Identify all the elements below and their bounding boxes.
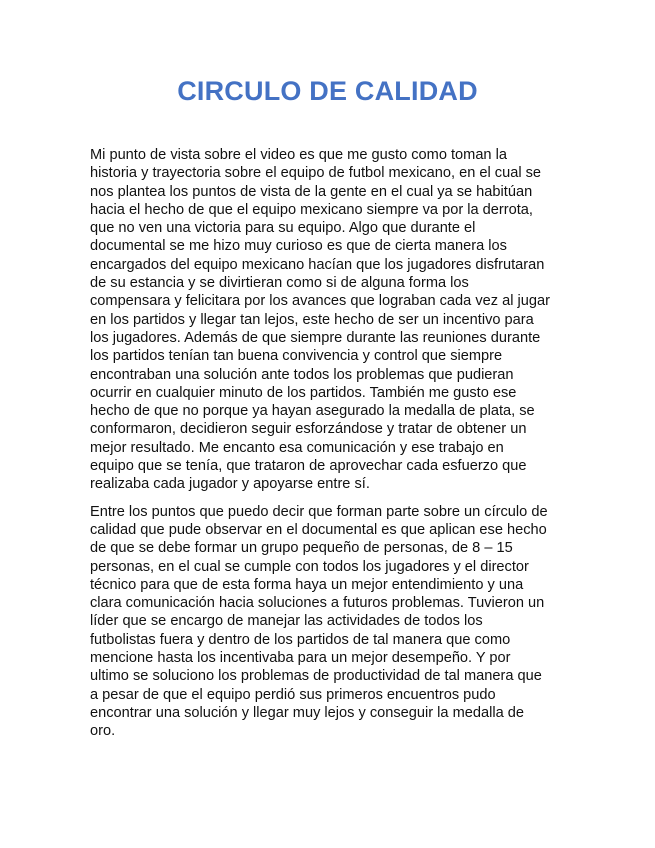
text-line: que no ven una victoria para su equipo. Algo que durante el: [90, 220, 476, 237]
text-line: personas, en el cual se cumple con todos los jugadores y el director: [90, 558, 529, 575]
text-line: líder que se encargo de manejar las actividades de todos los: [90, 613, 483, 630]
text-line: encargados del equipo mexicano hacían que los jugadores disfrutaran: [90, 256, 545, 273]
text-line: ultimo se soluciono los problemas de productividad de tal manera que: [90, 668, 542, 685]
text-line: técnico para que de esta forma haya un mejor entendimiento y una: [90, 576, 524, 593]
text-line: mencione hasta los incentivaba para un mejor desempeño. Y por: [90, 650, 511, 667]
text-line: a pesar de que el equipo perdió sus primeros encuentros pudo: [90, 686, 496, 703]
text-line: los jugadores. Además de que siempre durante las reuniones durante: [90, 329, 541, 346]
text-line: clara comunicación hacia soluciones a futuros problemas. Tuvieron un: [90, 595, 545, 612]
text-line: Entre los puntos que puedo decir que forman parte sobre un círculo de: [90, 503, 548, 520]
text-line: Mi punto de vista sobre el video es que me gusto como toman la: [90, 147, 507, 163]
document-body: [90, 146, 570, 750]
text-line: equipo que se tenía, que trataron de aprovechar cada esfuerzo que: [90, 458, 527, 475]
text-line: los partidos tenían tan buena convivencia y control que siempre: [90, 348, 503, 365]
text-line: mejor resultado. Me encanto esa comunicación y ese trabajo en: [90, 439, 504, 456]
text-line: ocurrir en cualquier minuto de los partidos. También me gusto ese: [90, 384, 517, 401]
text-line: realizaba cada jugador y apoyarse entre sí.: [90, 476, 370, 493]
text-line: en los partidos y llegar tan lejos, este hecho de ser un incentivo para: [90, 311, 534, 328]
text-line: conformaron, decidieron seguir esforzándose y tratar de obtener un: [90, 421, 527, 438]
text-line: hacia el hecho de que el equipo mexicano siempre va por la derrota,: [90, 201, 533, 218]
text-line: hecho de que no porque ya hayan asegurado la medalla de plata, se: [90, 403, 535, 420]
text-line: oro.: [90, 723, 116, 740]
text-line: de que se debe formar un grupo pequeño de personas, de 8 – 15: [90, 540, 513, 557]
paragraph-2: [90, 503, 570, 741]
text-line: encontraban una solución ante todos los problemas que pudieran: [90, 366, 514, 383]
text-line: nos plantea los puntos de vista de la gente en el cual ya se habitúan: [90, 183, 533, 200]
text-line: calidad que pude observar en el documental es que aplican ese hecho: [90, 521, 547, 538]
text-line: encontrar una solución y llegar muy lejos y conseguir la medalla de: [90, 704, 524, 721]
text-line: futbolistas fuera y dentro de los partidos de tal manera que como: [90, 631, 511, 648]
text-line: documental se me hizo muy curioso es que de cierta manera los: [90, 238, 507, 255]
document-title: CIRCULO DE CALIDAD: [177, 76, 478, 106]
text-line: historia y trayectoria sobre el equipo de futbol mexicano, en el cual se: [90, 165, 542, 182]
text-line: de su estancia y se divirtieran como si de alguna forma los: [90, 275, 469, 292]
paragraph-1: [90, 146, 570, 494]
text-line: compensara y felicitara por los avances que lograban cada vez al jugar: [90, 293, 550, 310]
